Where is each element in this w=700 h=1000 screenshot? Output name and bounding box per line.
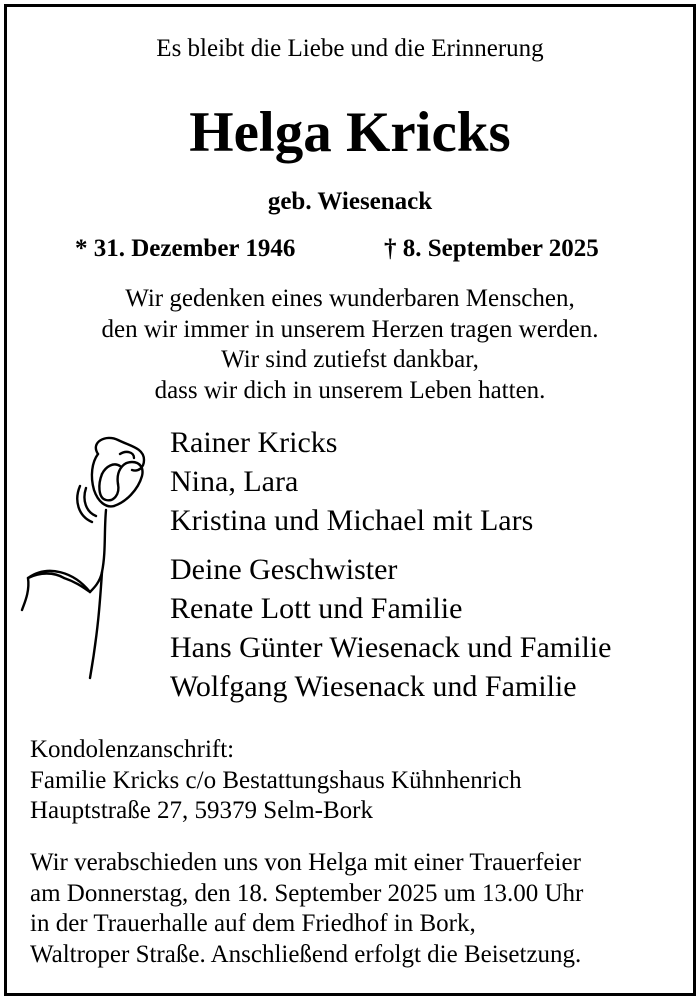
birth-date: * 31. Dezember 1946 [75,235,296,262]
address-line: Hauptstraße 27, 59379 Selm-Bork [30,797,374,824]
service-line: am Donnerstag, den 18. September 2025 um 13.00 Uhr [30,879,584,907]
deceased-name: Helga Kricks [189,101,511,164]
tribute-line: den wir immer in unserem Herzen tragen werden. [101,315,599,343]
rose-icon [20,432,160,680]
mourner-name: Nina, Lara [170,465,299,498]
tribute-line: dass wir dich in unserem Leben hatten. [154,376,546,404]
service-announcement [30,848,583,970]
mourner-name: Renate Lott und Familie [170,592,463,625]
mourner-name: Rainer Kricks [170,426,338,459]
tribute-line: Wir gedenken eines wunderbaren Menschen, [125,285,575,312]
siblings-heading: Deine Geschwister [170,553,398,586]
tribute-text [0,284,700,406]
address-line: Familie Kricks c/o Bestattungshaus Kühnhenrich [30,766,522,794]
birth-name: geb. Wiesenack [267,188,433,215]
condolence-label: Kondolenzanschrift: [30,736,235,763]
mourner-name: Wolfgang Wiesenack und Familie [170,670,577,703]
mourner-name: Hans Günter Wiesenack und Familie [170,631,612,664]
sibling-mourners [170,550,611,706]
motto: Es bleibt die Liebe und die Erinnerung [156,35,544,62]
service-line: Wir verabschieden uns von Helga mit einer Trauerfeier [30,849,581,876]
mourner-name: Kristina und Michael mit Lars [170,504,534,537]
service-line: in der Trauerhalle auf dem Friedhof in Bork, [30,910,476,937]
death-date: † 8. September 2025 [384,235,599,262]
condolence-address [30,735,522,827]
family-mourners [170,423,533,540]
tribute-line: Wir sind zutiefst dankbar, [221,346,479,373]
service-line: Waltroper Straße. Anschließend erfolgt die Beisetzung. [30,940,582,968]
